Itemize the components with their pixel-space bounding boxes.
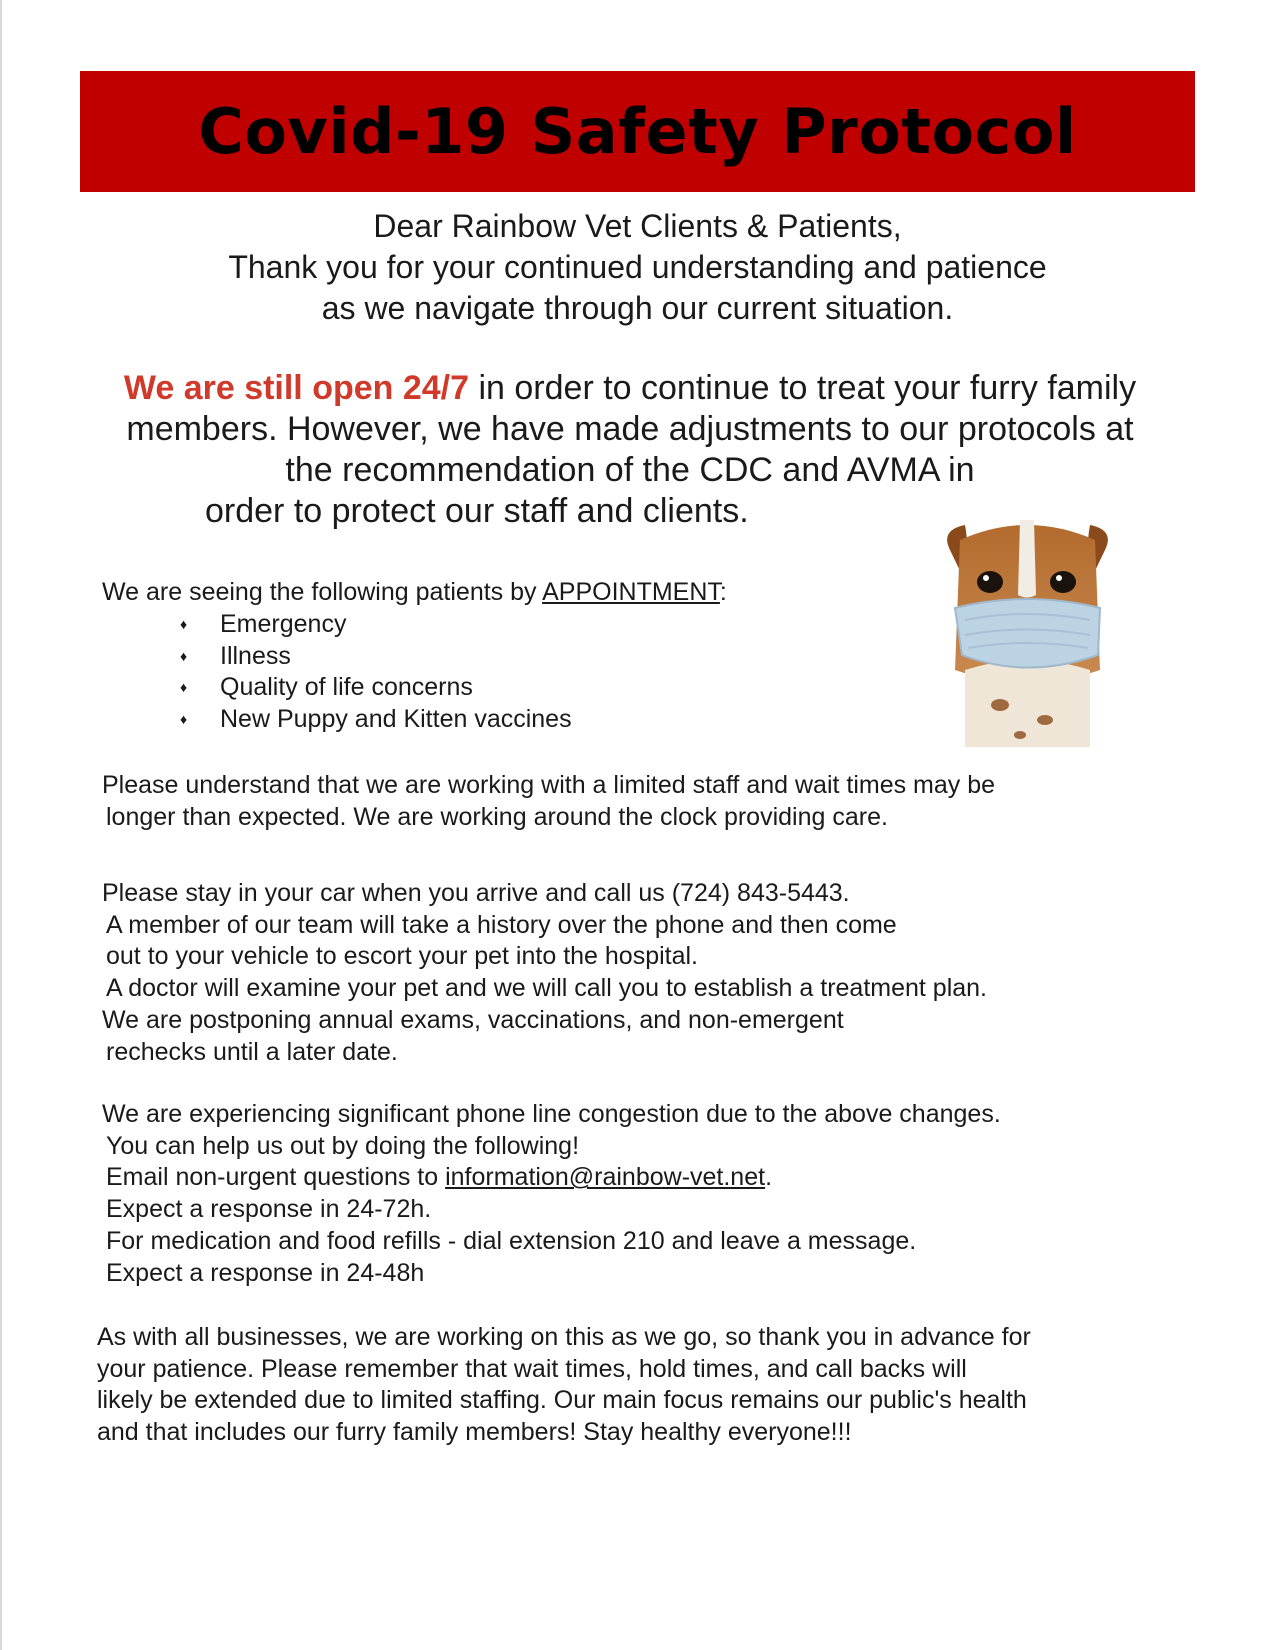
text-line: We are postponing annual exams, vaccinations, and non-emergent: [102, 1005, 844, 1034]
appointment-list: [180, 609, 572, 736]
open-highlight: We are still open 24/7: [123, 369, 470, 407]
text-line: A member of our team will take a history over the phone and then come: [106, 910, 897, 939]
appointment-suffix: :: [719, 578, 727, 606]
open-notice: [110, 368, 1150, 491]
greeting-line: Dear Rainbow Vet Clients & Patients,: [373, 208, 902, 244]
text-line: Please understand that we are working with a limited staff and wait times may be: [102, 771, 996, 799]
greeting-line: Thank you for your continued understanding and patience: [228, 249, 1047, 285]
text-line: As with all businesses, we are working on this as we go, so thank you in advance for: [97, 1323, 1031, 1351]
text-line: Expect a response in 24-48h: [106, 1258, 425, 1287]
open-text: in order to continue to treat your furry family members. However, we have made adjustments to our protocols at the recommendation of the CDC and AVMA in: [126, 369, 1137, 489]
closing-paragraph: [97, 1322, 1031, 1449]
diamond-bullet-icon: ♦: [180, 616, 188, 632]
dog-wearing-mask-image: [940, 520, 1115, 747]
list-item: [180, 672, 572, 704]
title-banner: [80, 71, 1195, 192]
list-item-label: Quality of life concerns: [220, 673, 473, 702]
diamond-bullet-icon: ♦: [180, 711, 188, 728]
arrival-instructions: [102, 878, 987, 1068]
text-line: A doctor will examine your pet and we will call you to establish a treatment plan.: [106, 974, 988, 1003]
text-line: Please stay in your car when you arrive and call us (724) 843-5443.: [102, 879, 850, 907]
email-line: [102, 1162, 1001, 1194]
greeting: [0, 206, 1275, 329]
phone-congestion-notice: [102, 1099, 1001, 1289]
email-prefix: Email non-urgent questions to: [106, 1163, 446, 1192]
list-item: [180, 609, 572, 641]
text-line: We are experiencing significant phone line congestion due to the above changes.: [102, 1100, 1001, 1128]
text-line: and that includes our furry family members! Stay healthy everyone!!!: [97, 1418, 852, 1447]
list-item: [180, 704, 572, 736]
appointment-keyword: APPOINTMENT: [542, 578, 720, 606]
diamond-bullet-icon: ♦: [180, 679, 188, 696]
text-line: For medication and food refills - dial extension 210 and leave a message.: [106, 1226, 917, 1255]
staff-notice: [102, 770, 995, 833]
text-line: rechecks until a later date.: [106, 1037, 398, 1066]
diamond-bullet-icon: ♦: [180, 647, 188, 664]
text-line: out to your vehicle to escort your pet into the hospital.: [106, 942, 699, 971]
email-suffix: .: [765, 1163, 773, 1192]
list-item-label: New Puppy and Kitten vaccines: [220, 705, 572, 734]
email-link[interactable]: information@rainbow-vet.net: [445, 1163, 766, 1192]
appointment-heading: [102, 577, 727, 609]
open-notice-last-line: order to protect our staff and clients.: [205, 492, 749, 530]
appointment-prefix: We are seeing the following patients by: [102, 578, 543, 606]
list-item-label: Illness: [220, 641, 291, 670]
text-line: longer than expected. We are working around the clock providing care.: [106, 802, 888, 831]
text-line: likely be extended due to limited staffing. Our main focus remains our public's health: [97, 1386, 1027, 1415]
text-line: Expect a response in 24-72h.: [106, 1195, 432, 1224]
list-item-label: Emergency: [220, 610, 347, 638]
text-line: your patience. Please remember that wait times, hold times, and call backs will: [97, 1354, 967, 1383]
list-item: [180, 641, 572, 673]
text-line: You can help us out by doing the following!: [106, 1131, 580, 1160]
greeting-line: as we navigate through our current situation.: [321, 290, 954, 326]
page-title: Covid-19 Safety Protocol: [198, 95, 1077, 168]
